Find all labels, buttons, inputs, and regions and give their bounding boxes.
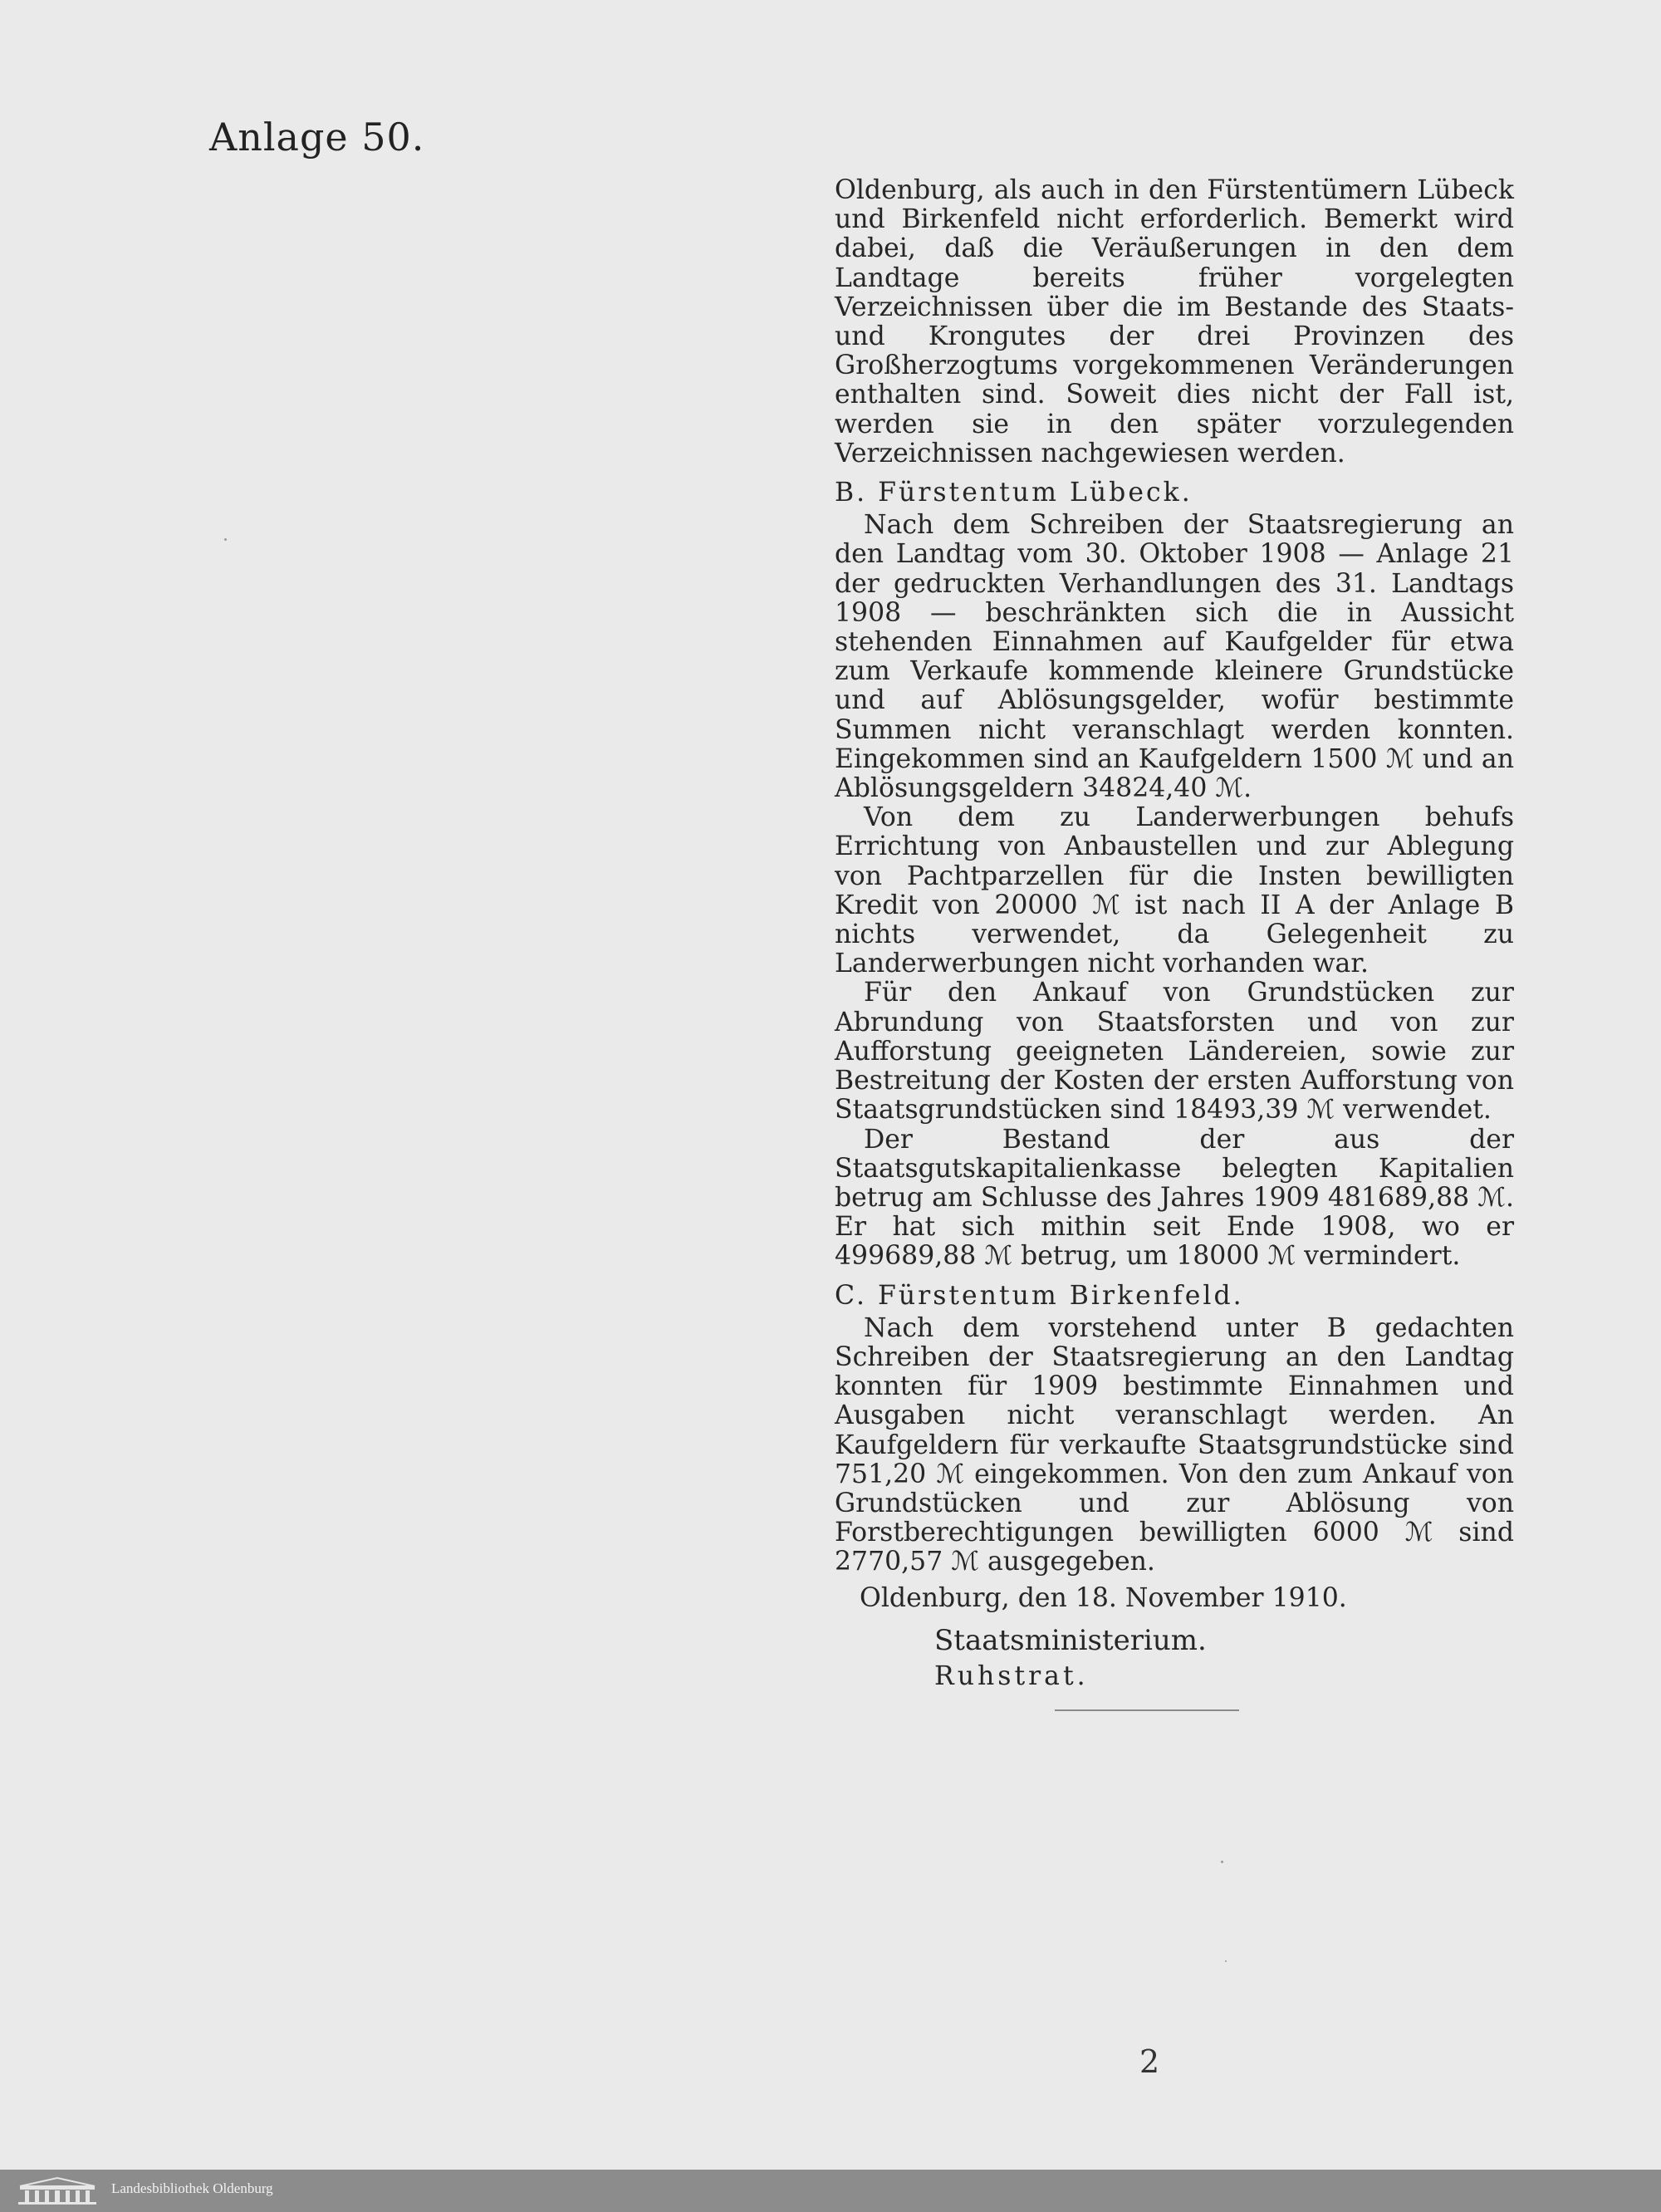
- library-footer: [0, 2170, 1661, 2212]
- paragraph-5: Der Bestand der aus der Staatsgutskapitalienkasse belegten Kapitalien betrug am Schlusse des Jahres 1909 481689,88 ℳ. Er hat sich mithin seit Ende 1908, wo er 499689,88 ℳ betrug, um 18000 ℳ vermindert.: [835, 1124, 1514, 1272]
- ministry-signature: Staatsministerium.: [934, 1623, 1207, 1657]
- library-name: Landesbibliothek Oldenburg: [111, 2180, 273, 2196]
- date-line: Oldenburg, den 18. November 1910.: [860, 1582, 1347, 1613]
- paper-speck: [224, 538, 227, 541]
- page-number: 2: [1139, 2043, 1160, 2080]
- paragraph-2: Nach dem Schreiben der Staatsregierung an den Landtag vom 30. Oktober 1908 — Anlage 21 der gedruckten Verhandlungen des 31. Landtags 1908 — beschränkten sich die in Aussicht stehenden Einnahmen auf Kaufgelder für etwa zum Verkaufe kommende kleinere Grundstücke und auf Ablösungsgelder, wofür bestimmte Summen nicht veranschlagt werden konnten. Eingekommen sind an Kaufgeldern 1500 ℳ und an Ablösungsgeldern 34824,40 ℳ.: [835, 510, 1514, 804]
- closing-rule: [1055, 1709, 1239, 1711]
- paragraph-1: Oldenburg, als auch in den Fürstentümern Lübeck und Birkenfeld nicht erforderlich. Bemerkt wird dabei, daß die Veräußerungen in den dem Landtage bereits früher vorgelegten Verzeichnissen über die im Bestande des Staats- und Krongutes der drei Provinzen des Großherzogtums vorgekommenen Veränderungen enthalten sind. Soweit dies nicht der Fall ist, werden sie in den später vorzulegenden Verzeichnissen nachgewiesen werden.: [835, 175, 1514, 468]
- anlage-label: Anlage 50.: [209, 115, 425, 159]
- heading-fuerstentum-luebeck: B. Fürstentum Lübeck.: [835, 478, 1193, 508]
- signatory-name: Ruhstrat.: [934, 1660, 1089, 1691]
- paragraph-4: Für den Ankauf von Grundstücken zur Abrundung von Staatsforsten und von zur Aufforstung geeigneten Ländereien, sowie zur Bestreitung der Kosten der ersten Aufforstung von Staatsgrundstücken sind 18493,39 ℳ verwendet.: [835, 978, 1514, 1126]
- text-column: [835, 176, 1514, 1691]
- paper-speck: [1221, 1861, 1223, 1863]
- paragraph-3: Von dem zu Landerwerbungen behufs Errichtung von Anbaustellen und zur Ablegung von Pachtparzellen für die Insten bewilligten Kredit von 20000 ℳ ist nach II A der Anlage B nichts verwendet, da Gelegenheit zu Landerwerbungen nicht vorhanden war.: [835, 802, 1514, 979]
- library-building-icon: [12, 2176, 103, 2206]
- heading-fuerstentum-birkenfeld: C. Fürstentum Birkenfeld.: [835, 1280, 1244, 1311]
- paper-speck: [1225, 1960, 1227, 1962]
- paragraph-6: Nach dem vorstehend unter B gedachten Schreiben der Staatsregierung an den Landtag konnten für 1909 bestimmte Einnahmen und Ausgaben nicht veranschlagt werden. An Kaufgeldern für verkaufte Staatsgrundstücke sind 751,20 ℳ eingekommen. Von den zum Ankauf von Grundstücken und zur Ablösung von Forstberechtigungen bewilligten 6000 ℳ sind 2770,57 ℳ ausgegeben.: [835, 1312, 1514, 1577]
